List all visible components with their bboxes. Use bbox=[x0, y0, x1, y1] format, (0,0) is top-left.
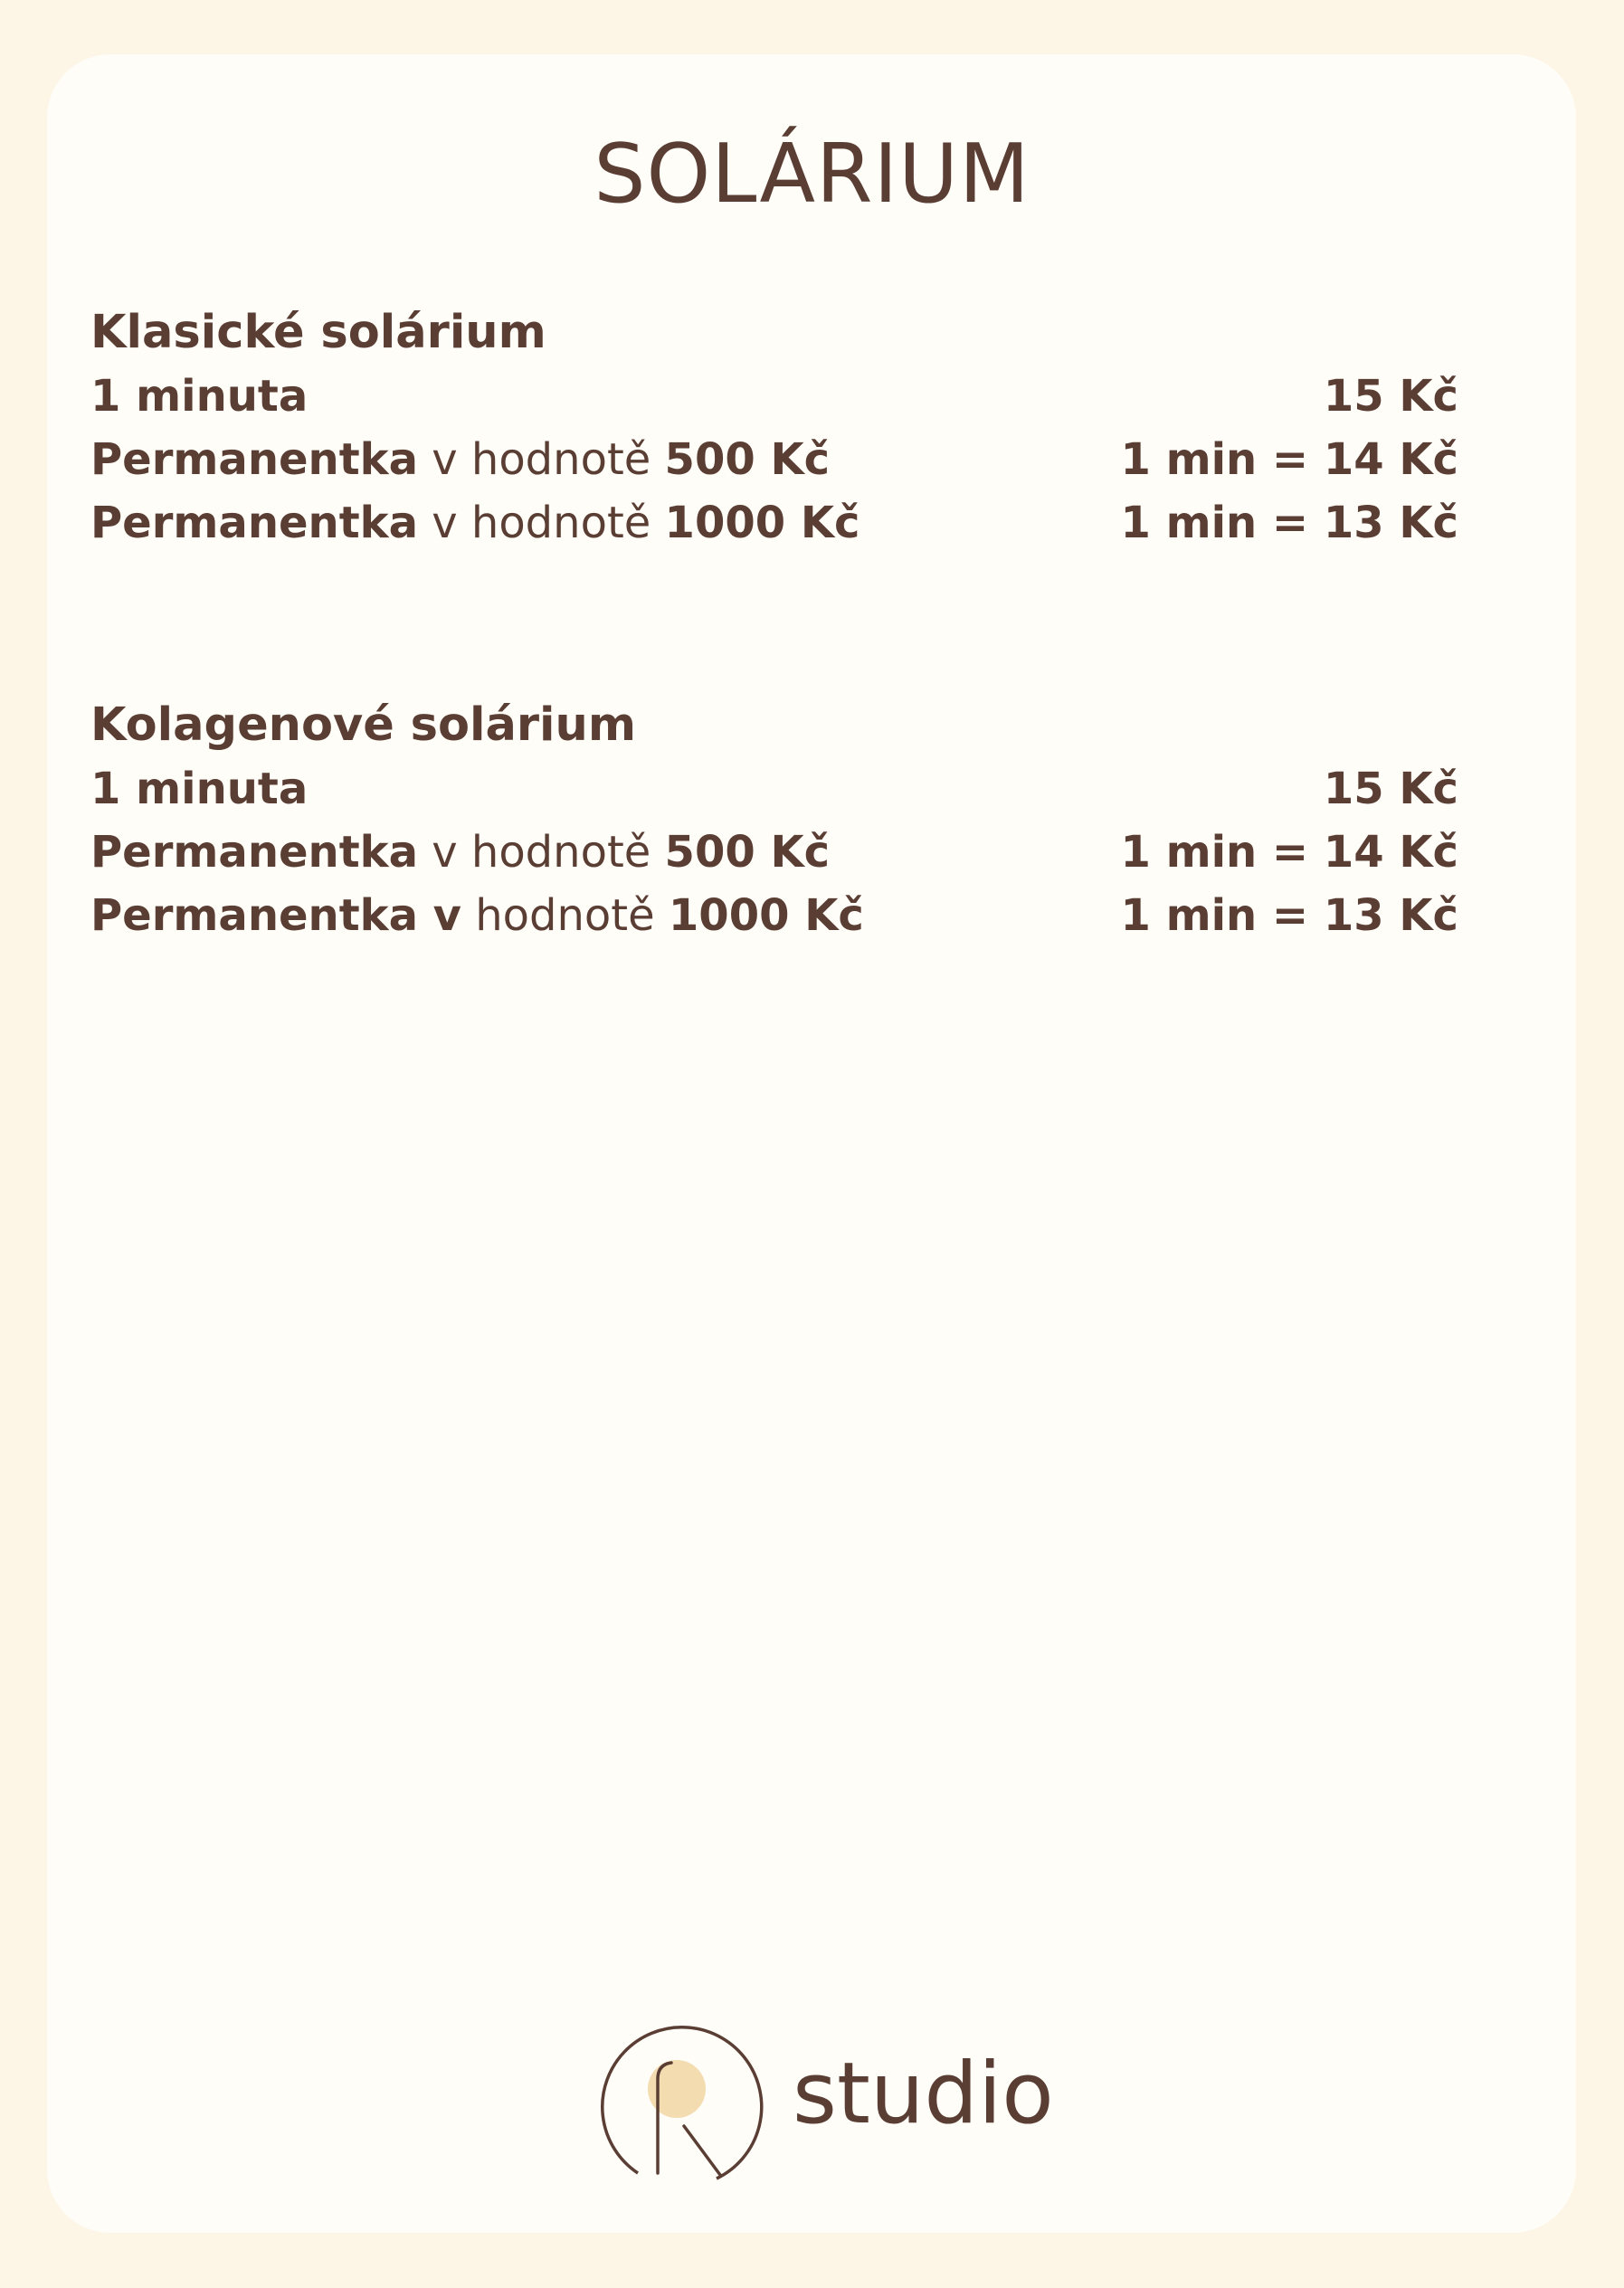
section-heading: Klasické solárium bbox=[90, 306, 546, 359]
row-label: Permanentka v hodnotě 1000 Kč bbox=[90, 498, 860, 548]
price-row bbox=[90, 365, 1458, 428]
price-row bbox=[90, 884, 1458, 947]
row-label: Permanentka v hodnotě 1000 Kč bbox=[90, 890, 864, 941]
row-label: Permanentka v hodnotě 500 Kč bbox=[90, 827, 831, 878]
row-label: Permanentka v hodnotě 500 Kč bbox=[90, 434, 831, 485]
section-heading: Kolagenové solárium bbox=[90, 698, 636, 752]
row-price: 1 min = 13 Kč bbox=[1120, 498, 1458, 548]
logo-text: studio bbox=[793, 2045, 1054, 2143]
price-row bbox=[90, 491, 1458, 555]
row-price: 1 min = 14 Kč bbox=[1120, 434, 1458, 485]
row-price: 15 Kč bbox=[1323, 371, 1458, 422]
section-collagen-solarium bbox=[90, 694, 1458, 947]
row-price: 15 Kč bbox=[1323, 764, 1458, 814]
row-label: 1 minuta bbox=[90, 764, 309, 814]
price-row bbox=[90, 428, 1458, 491]
price-row bbox=[90, 757, 1458, 821]
section-classic-solarium bbox=[90, 301, 1458, 555]
row-label: 1 minuta bbox=[90, 371, 309, 422]
row-price: 1 min = 14 Kč bbox=[1120, 827, 1458, 878]
price-row bbox=[90, 821, 1458, 884]
page-title: SOLÁRIUM bbox=[594, 127, 1030, 222]
row-price: 1 min = 13 Kč bbox=[1120, 890, 1458, 941]
